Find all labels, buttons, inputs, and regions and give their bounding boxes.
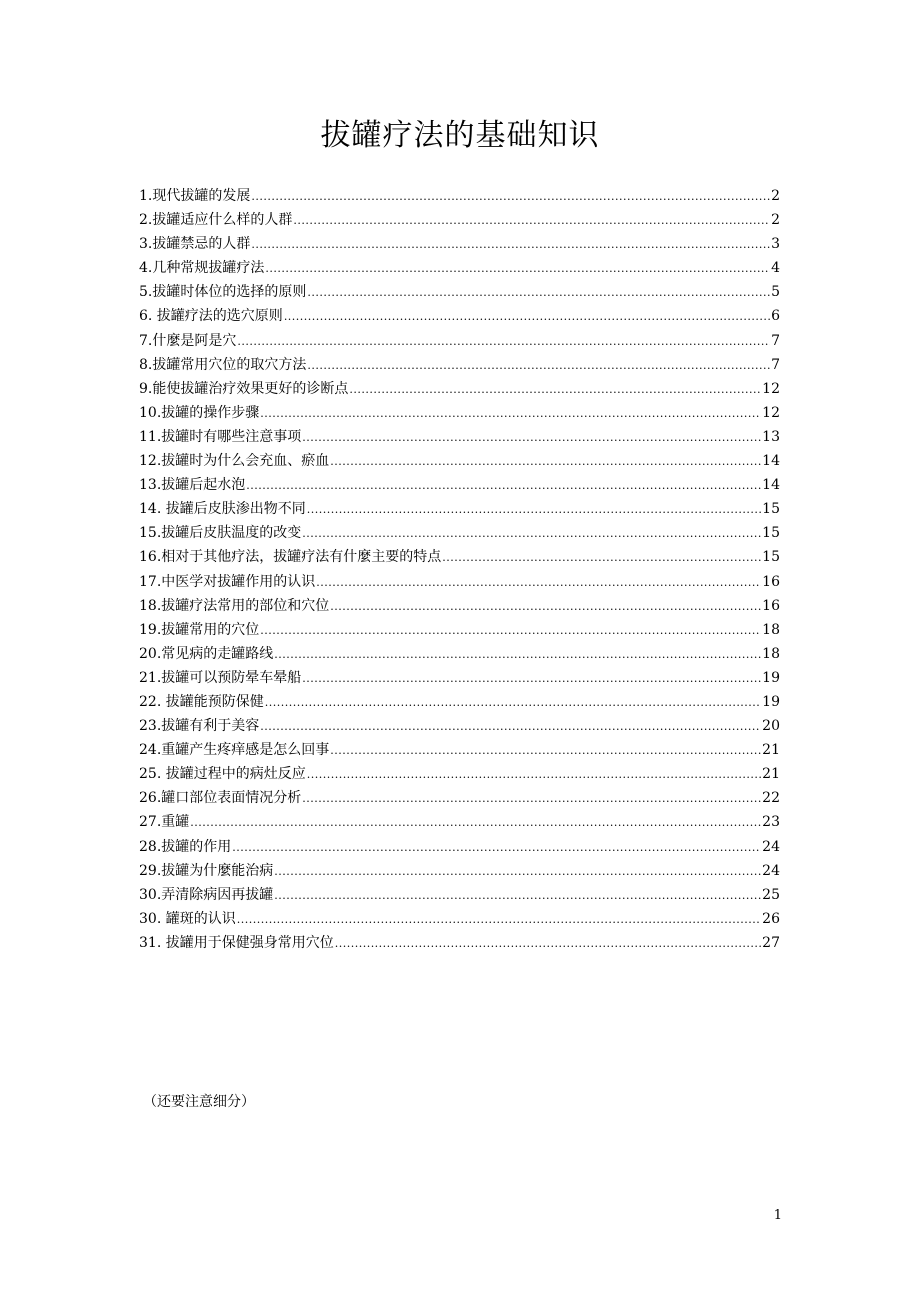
toc-entry-page: 21 — [762, 742, 780, 759]
toc-entry-label: 25. 拔罐过程中的病灶反应 — [139, 766, 306, 783]
toc-entry[interactable] — [139, 208, 780, 232]
toc-entry[interactable] — [139, 570, 780, 594]
toc-entry-page: 21 — [762, 766, 780, 783]
toc-entry-label: 14. 拔罐后皮肤渗出物不同 — [139, 501, 306, 518]
toc-entry[interactable] — [139, 184, 780, 208]
toc-entry-label: 22. 拔罐能预防保健 — [139, 693, 264, 710]
toc-entry-label: 26.罐口部位表面情况分析 — [139, 790, 302, 807]
toc-entry[interactable] — [139, 859, 780, 883]
toc-entry-label: 13.拔罐后起水泡 — [139, 477, 246, 494]
toc-entry[interactable] — [139, 931, 780, 955]
toc-entry-label: 2.拔罐适应什么样的人群 — [139, 212, 293, 229]
toc-entry-page: 5 — [771, 284, 780, 301]
toc-entry-label: 21.拔罐可以预防晕车晕船 — [139, 669, 302, 686]
toc-leader-dots — [260, 402, 761, 425]
toc-entry-page: 18 — [762, 621, 780, 638]
toc-leader-dots — [307, 498, 761, 521]
toc-entry[interactable] — [139, 401, 780, 425]
toc-leader-dots — [349, 378, 761, 401]
toc-leader-dots — [316, 571, 761, 594]
toc-entry[interactable] — [139, 449, 780, 473]
toc-entry-page: 12 — [762, 404, 780, 421]
toc-entry[interactable] — [139, 280, 780, 304]
toc-entry[interactable] — [139, 232, 780, 256]
toc-entry-label: 19.拔罐常用的穴位 — [139, 621, 260, 638]
toc-entry-label: 3.拔罐禁忌的人群 — [139, 236, 251, 253]
toc-entry-page: 4 — [771, 260, 780, 277]
toc-entry-label: 9.能使拔罐治疗效果更好的诊断点 — [139, 380, 349, 397]
toc-entry[interactable] — [139, 594, 780, 618]
toc-leader-dots — [251, 185, 770, 208]
toc-entry[interactable] — [139, 835, 780, 859]
toc-entry[interactable] — [139, 618, 780, 642]
toc-entry-label: 23.拔罐有利于美容 — [139, 718, 260, 735]
toc-entry-page: 14 — [762, 477, 780, 494]
toc-leader-dots — [307, 354, 770, 377]
toc-entry-label: 1.现代拔罐的发展 — [139, 188, 251, 204]
toc-entry-label: 12.拔罐时为什么会充血、瘀血 — [139, 453, 330, 470]
toc-entry-page: 27 — [762, 934, 780, 951]
toc-entry-label: 11.拔罐时有哪些注意事项 — [139, 428, 302, 445]
toc-entry[interactable] — [139, 690, 780, 714]
toc-leader-dots — [330, 450, 761, 473]
toc-entry-page: 26 — [762, 910, 780, 927]
toc-entry[interactable] — [139, 473, 780, 497]
toc-leader-dots — [302, 522, 761, 545]
toc-entry[interactable] — [139, 377, 780, 401]
table-of-contents — [139, 184, 780, 955]
toc-entry-page: 18 — [762, 645, 780, 662]
toc-entry-label: 10.拔罐的操作步骤 — [139, 404, 260, 421]
toc-leader-dots — [237, 330, 770, 353]
toc-entry[interactable] — [139, 497, 780, 521]
toc-entry-label: 18.拔罐疗法常用的部位和穴位 — [139, 597, 330, 614]
toc-entry[interactable] — [139, 256, 780, 280]
toc-entry[interactable] — [139, 521, 780, 545]
toc-entry-page: 16 — [762, 573, 780, 590]
toc-entry-page: 2 — [771, 212, 780, 229]
toc-leader-dots — [265, 257, 770, 280]
toc-entry-label: 30. 罐斑的认识 — [139, 910, 236, 927]
page-number: 1 — [773, 1208, 782, 1223]
toc-entry-page: 24 — [762, 838, 780, 855]
toc-leader-dots — [335, 932, 761, 955]
toc-entry-label: 28.拔罐的作用 — [139, 838, 232, 855]
toc-entry-page: 12 — [762, 380, 780, 397]
toc-entry[interactable] — [139, 810, 780, 834]
toc-leader-dots — [442, 546, 761, 569]
toc-entry[interactable] — [139, 425, 780, 449]
toc-entry-page: 22 — [762, 790, 780, 807]
toc-entry[interactable] — [139, 642, 780, 666]
toc-entry[interactable] — [139, 907, 780, 931]
toc-leader-dots — [237, 908, 761, 931]
toc-entry-label: 17.中医学对拔罐作用的认识 — [139, 573, 316, 590]
toc-entry-page: 13 — [762, 428, 780, 445]
toc-leader-dots — [302, 787, 761, 810]
toc-leader-dots — [265, 691, 761, 714]
toc-entry-page: 23 — [762, 814, 780, 831]
toc-leader-dots — [307, 281, 770, 304]
toc-leader-dots — [302, 667, 761, 690]
toc-leader-dots — [284, 305, 770, 328]
toc-entry-page: 16 — [762, 597, 780, 614]
toc-leader-dots — [330, 595, 761, 618]
toc-leader-dots — [330, 739, 761, 762]
toc-leader-dots — [246, 474, 761, 497]
toc-entry-label: 16.相对于其他疗法，拔罐疗法有什麼主要的特点 — [139, 549, 442, 566]
toc-entry-label: 24.重罐产生疼痒感是怎么回事 — [139, 742, 330, 759]
toc-entry-label: 30.弄清除病因再拔罐 — [139, 886, 274, 903]
toc-entry[interactable] — [139, 666, 780, 690]
toc-entry-page: 7 — [771, 356, 780, 373]
toc-entry-page: 14 — [762, 453, 780, 470]
toc-entry-label: 27.重罐 — [139, 814, 190, 831]
toc-entry-page: 24 — [762, 862, 780, 879]
toc-entry[interactable] — [139, 786, 780, 810]
toc-leader-dots — [274, 884, 761, 907]
toc-entry-label: 8.拔罐常用穴位的取穴方法 — [139, 356, 307, 373]
toc-entry-label: 20.常见病的走罐路线 — [139, 645, 274, 662]
document-title: 拔罐疗法的基础知识 — [320, 118, 600, 153]
toc-entry-label: 7.什麼是阿是穴 — [139, 332, 237, 349]
toc-entry-label: 5.拔罐时体位的选择的原则 — [139, 284, 307, 301]
toc-leader-dots — [274, 643, 761, 666]
toc-entry-page: 25 — [762, 886, 780, 903]
toc-leader-dots — [260, 619, 761, 642]
toc-entry-page: 19 — [762, 669, 780, 686]
toc-entry-page: 15 — [762, 549, 780, 566]
toc-entry-page: 3 — [771, 236, 780, 253]
toc-leader-dots — [232, 836, 761, 859]
toc-entry[interactable] — [139, 329, 780, 353]
toc-entry[interactable] — [139, 883, 780, 907]
toc-entry-page: 19 — [762, 693, 780, 710]
toc-leader-dots — [190, 811, 761, 834]
toc-entry-page: 15 — [762, 501, 780, 518]
toc-entry-page: 6 — [771, 308, 780, 325]
toc-leader-dots — [274, 860, 761, 883]
toc-entry[interactable] — [139, 304, 780, 328]
document-note: （还要注意细分） — [143, 1094, 255, 1110]
toc-entry-label: 6. 拔罐疗法的选穴原则 — [139, 308, 283, 325]
toc-leader-dots — [293, 209, 770, 232]
toc-entry-label: 15.拔罐后皮肤温度的改变 — [139, 525, 302, 542]
toc-entry-label: 31. 拔罐用于保健强身常用穴位 — [139, 934, 334, 951]
toc-entry[interactable] — [139, 762, 780, 786]
toc-entry-page: 7 — [771, 332, 780, 349]
toc-entry-page: 20 — [762, 718, 780, 735]
toc-entry[interactable] — [139, 545, 780, 569]
toc-entry[interactable] — [139, 738, 780, 762]
toc-entry-page: 2 — [771, 188, 780, 204]
toc-leader-dots — [302, 426, 761, 449]
toc-entry-label: 29.拔罐为什麼能治病 — [139, 862, 274, 879]
toc-entry[interactable] — [139, 714, 780, 738]
toc-entry[interactable] — [139, 353, 780, 377]
toc-leader-dots — [260, 715, 761, 738]
toc-entry-label: 4.几种常规拔罐疗法 — [139, 260, 265, 277]
toc-leader-dots — [307, 763, 761, 786]
toc-entry-page: 15 — [762, 525, 780, 542]
toc-leader-dots — [251, 233, 770, 256]
